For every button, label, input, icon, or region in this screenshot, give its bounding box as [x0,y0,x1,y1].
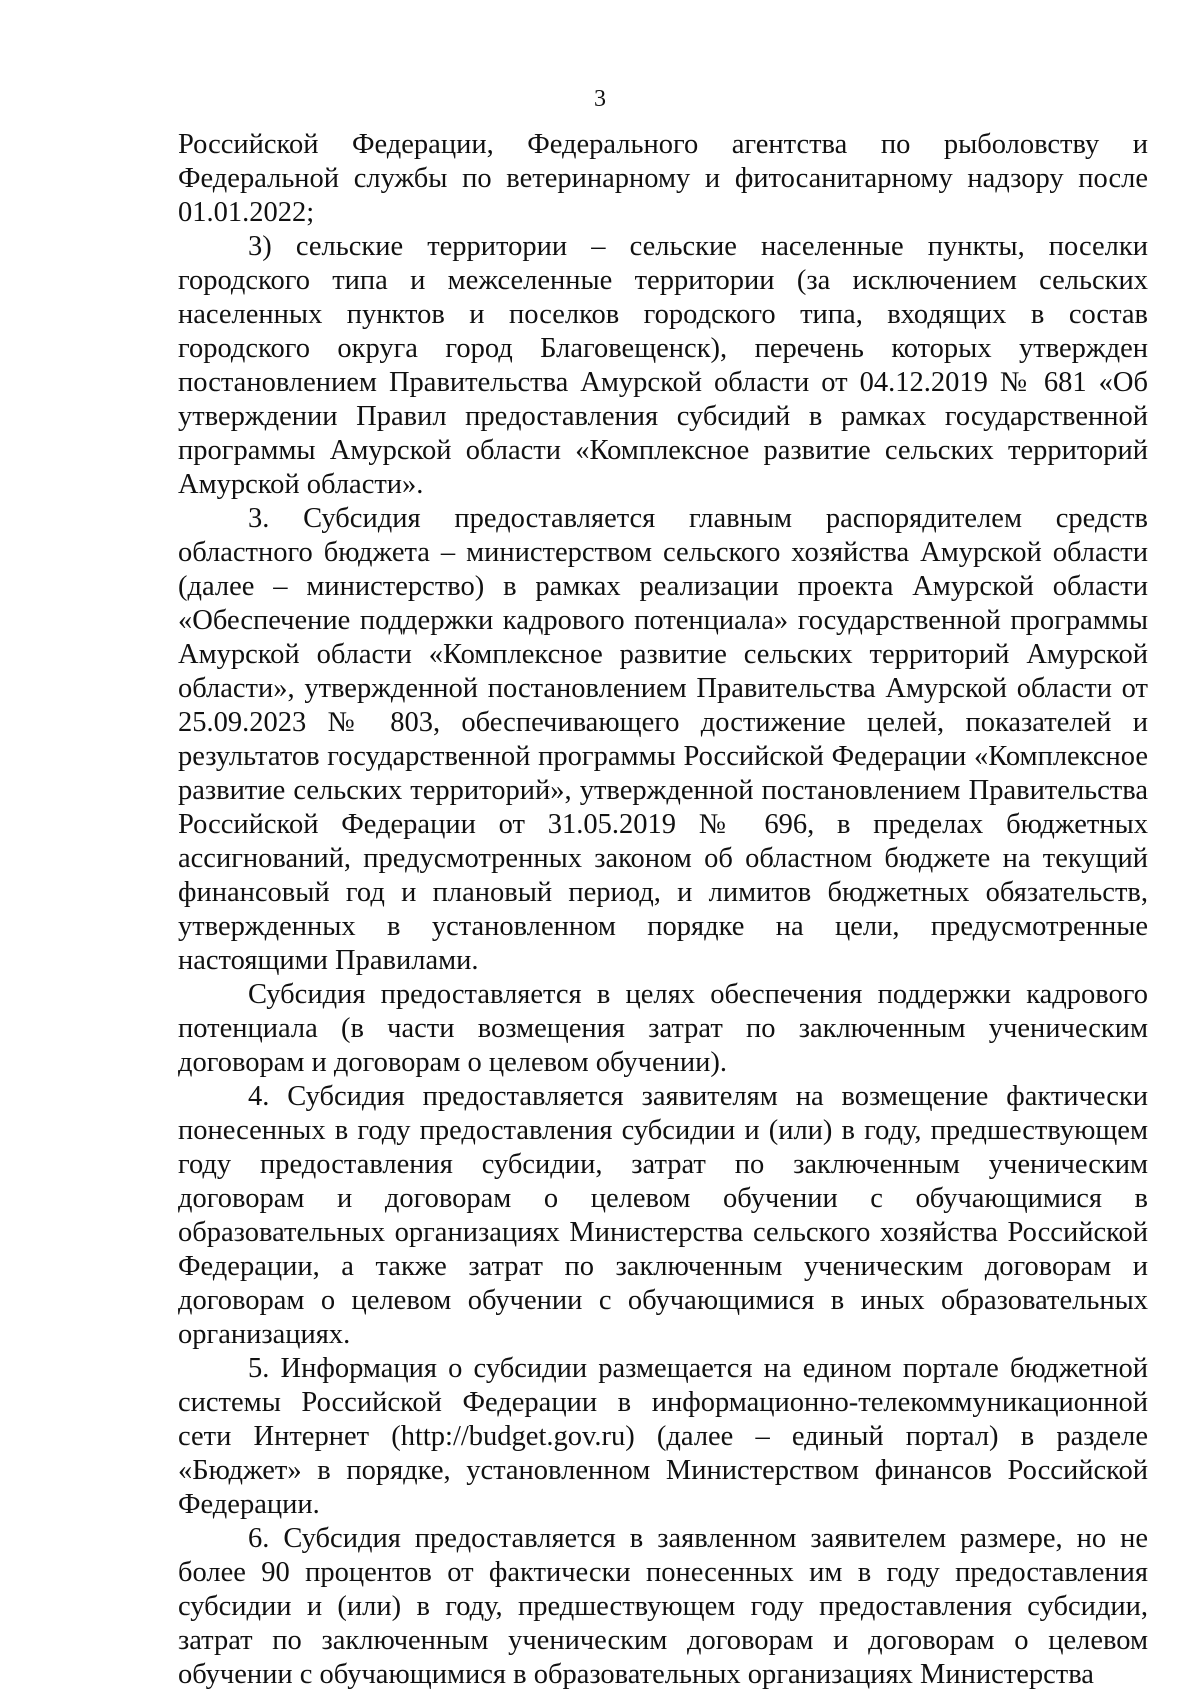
paragraph-section-5: 5. Информация о субсидии размещается на едином портале бюджетной системы Российской Федерации в информационно-телекоммуникационной сети Интернет (http://budget.gov.ru) (далее – единый портал) в разделе «Бюджет» в порядке, установленном Министерством финансов Российской Федерации. [178,1353,1148,1520]
document-body [178,128,1148,1692]
page-number: 3 [594,86,606,112]
paragraph-continuation: Российской Федерации, Федерального агентства по рыболовству и Федеральной службы по ветеринарному и фитосанитарному надзору после 01.01.2022; [178,129,1148,228]
paragraph-section-4: 4. Субсидия предоставляется заявителям на возмещение фактически понесенных в году предоставления субсидии и (или) в году, предшествующем году предоставления субсидии, затрат по заключенным ученическим договорам и договорам о целевом обучении с обучающимися в образовательных организациях Министерства сельского хозяйства Российской Федерации, а также затрат по заключенным ученическим договорам и договорам о целевом обучении с обучающимися в иных образовательных организациях. [178,1081,1148,1350]
paragraph-subsidy-purpose: Субсидия предоставляется в целях обеспечения поддержки кадрового потенциала (в части возмещения затрат по заключенным ученическим договорам и договорам о целевом обучении). [178,979,1148,1078]
paragraph-section-6: 6. Субсидия предоставляется в заявленном заявителем размере, но не более 90 процентов от фактически понесенных им в году предоставления субсидии и (или) в году, предшествующем году предоставления субсидии, затрат по заключенным ученическим договорам и договорам о целевом обучении с обучающимися в образовательных организациях Министерства [178,1523,1148,1690]
paragraph-section-3: 3. Субсидия предоставляется главным распорядителем средств областного бюджета – министерством сельского хозяйства Амурской области (далее – министерство) в рамках реализации проекта Амурской области «Обеспечение поддержки кадрового потенциала» государственной программы Амурской области «Комплексное развитие сельских территорий Амурской области», утвержденной постановлением Правительства Амурской области от 25.09.2023 № 803, обеспечивающего достижение целей, показателей и результатов государственной программы Российской Федерации «Комплексное развитие сельских территорий», утвержденной постановлением Правительства Российской Федерации от 31.05.2019 № 696, в пределах бюджетных ассигнований, предусмотренных законом об областном бюджете на текущий финансовый год и плановый период, и лимитов бюджетных обязательств, утвержденных в установленном порядке на цели, предусмотренные настоящими Правилами. [178,503,1148,976]
paragraph-rural-territories: 3) сельские территории – сельские населенные пункты, поселки городского типа и межселенные территории (за исключением сельских населенных пунктов и поселков городского типа, входящих в состав городского округа город Благовещенск), перечень которых утвержден постановлением Правительства Амурской области от 04.12.2019 № 681 «Об утверждении Правил предоставления субсидий в рамках государственной программы Амурской области «Комплексное развитие сельских территорий Амурской области». [178,231,1148,500]
